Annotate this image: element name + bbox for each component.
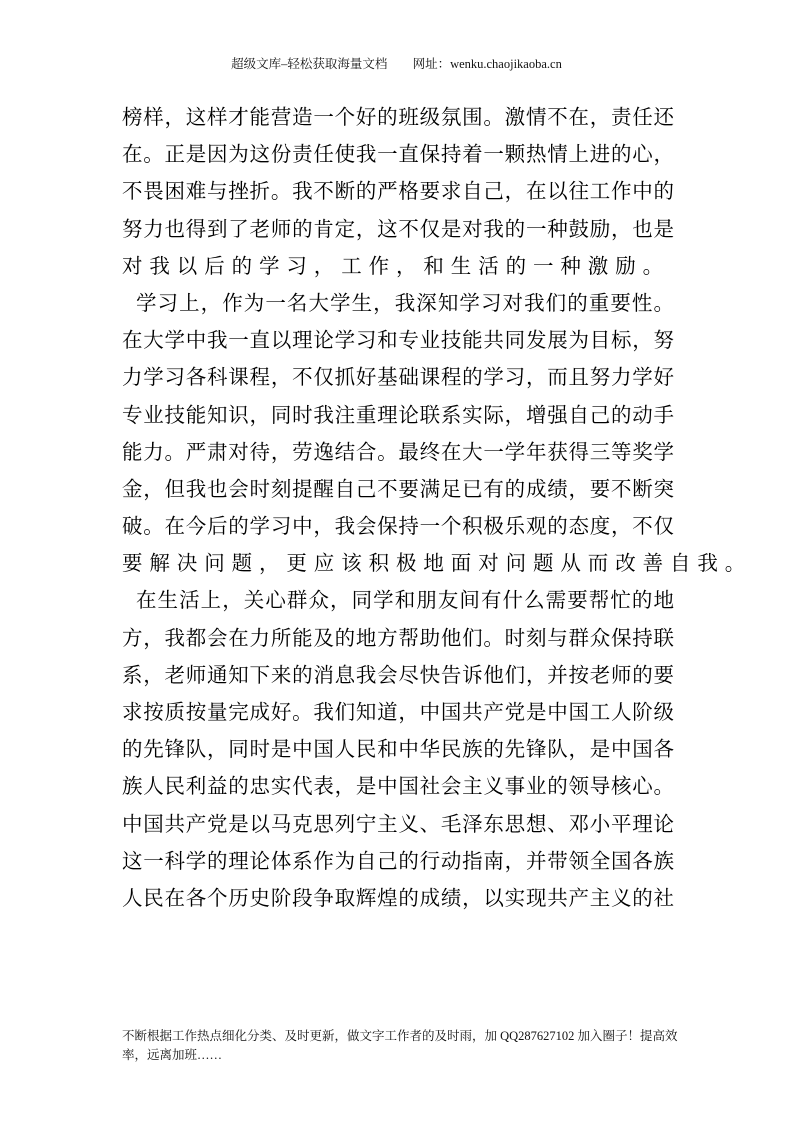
text-line: 系，老师通知下来的消息我会尽快告诉他们，并按老师的要 <box>122 662 674 687</box>
text-line: 人民在各个历史阶段争取辉煌的成绩，以实现共产主义的社 <box>122 885 674 910</box>
text-line: 族人民利益的忠实代表，是中国社会主义事业的领导核心。 <box>122 774 674 799</box>
text-line: 在生活上，关心群众，同学和朋友间有什么需要帮忙的地 <box>136 588 674 613</box>
document-body <box>122 99 753 917</box>
text-line: 这一科学的理论体系作为自己的行动指南，并带领全国各族 <box>122 848 674 873</box>
site-url-label: 网址：wenku.chaojikaoba.cn <box>412 57 562 71</box>
text-line: 方，我都会在力所能及的地方帮助他们。时刻与群众保持联 <box>122 625 674 650</box>
text-line: 榜样，这样才能营造一个好的班级氛围。激情不在，责任还 <box>122 105 674 129</box>
text-line: 专业技能知识，同时我注重理论联系实际，增强自己的动手 <box>122 402 674 427</box>
text-line: 在。正是因为这份责任使我一直保持着一颗热情上进的心， <box>122 142 674 167</box>
text-line: 努力也得到了老师的肯定，这不仅是对我的一种鼓励，也是 <box>122 216 674 241</box>
page-header <box>0 56 793 72</box>
text-line: 能力。严肃对待，劳逸结合。最终在大一学年获得三等奖学 <box>122 439 674 464</box>
text-line: 的先锋队，同时是中国人民和中华民族的先锋队，是中国各 <box>122 737 674 762</box>
text-line: 在大学中我一直以理论学习和专业技能共同发展为目标，努 <box>122 328 674 353</box>
text-line: 中国共产党是以马克思列宁主义、毛泽东思想、邓小平理论 <box>122 811 674 836</box>
text-line: 破。在今后的学习中，我会保持一个积极乐观的态度，不仅 <box>122 514 674 539</box>
text-line: 金，但我也会时刻提醒自己不要满足已有的成绩，要不断突 <box>122 476 674 501</box>
page-footer: 不断根据工作热点细化分类、及时更新，做文字工作者的及时雨，加 QQ287627102 加入圈子！提高效率，远离加班…… <box>122 1029 678 1062</box>
text-line: 学习上，作为一名大学生，我深知学习对我们的重要性。 <box>136 290 674 315</box>
text-line: 求按质按量完成好。我们知道，中国共产党是中国工人阶级 <box>122 700 674 724</box>
site-name: 超级文库–轻松获取海量文档 <box>231 57 388 71</box>
text-line: 要解决问题，更应该积极地面对问题从而改善自我。 <box>122 551 753 576</box>
text-line: 力学习各科课程，不仅抓好基础课程的学习，而且努力学好 <box>122 365 674 390</box>
text-line: 不畏困难与挫折。我不断的严格要求自己，在以往工作中的 <box>122 179 674 204</box>
paragraph-2 <box>122 285 753 583</box>
text-line: 对我以后的学习，工作，和生活的一种激励。 <box>122 253 670 278</box>
paragraph-3 <box>122 582 674 917</box>
paragraph-1 <box>122 99 674 285</box>
